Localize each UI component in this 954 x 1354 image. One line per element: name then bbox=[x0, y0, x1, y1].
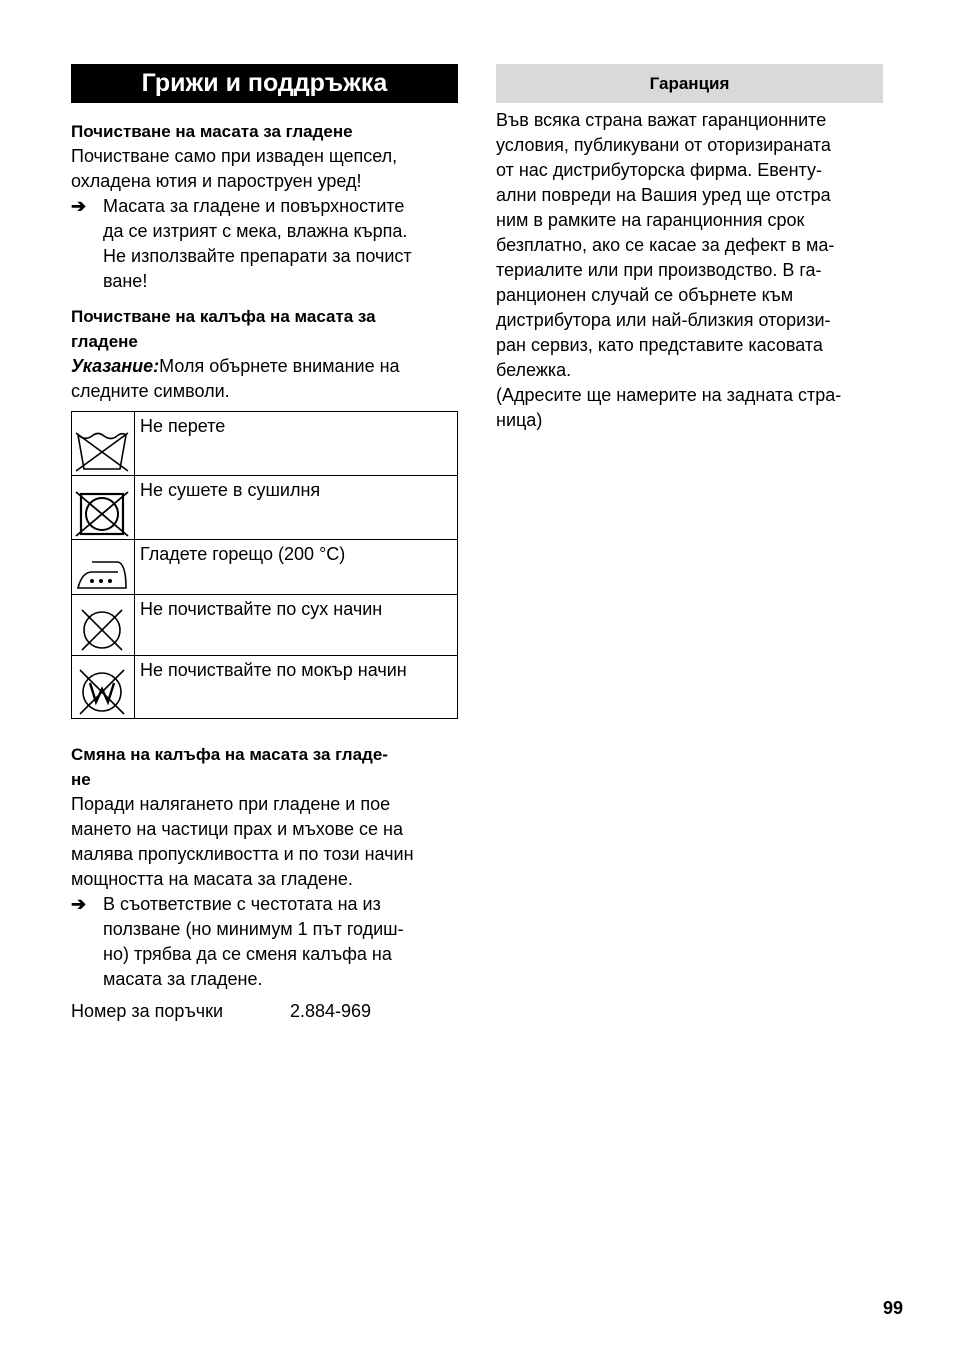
text-line: от нас дистрибуторска фирма. Евенту- bbox=[496, 160, 822, 180]
section-heading: Почистване на калъфа на масата за bbox=[71, 307, 376, 326]
text-line: манeто на частици прах и мъхове се на bbox=[71, 819, 403, 839]
symbol-cell bbox=[72, 540, 135, 595]
symbol-cell bbox=[72, 476, 135, 540]
symbol-label: Не перете bbox=[135, 412, 458, 476]
no-tumble-dry-icon bbox=[74, 491, 130, 537]
text-line: (Адресите ще намерите на задната стра- bbox=[496, 385, 842, 405]
no-wash-icon bbox=[74, 427, 130, 473]
arrow-icon: ➔ bbox=[71, 196, 87, 216]
no-wet-clean-icon bbox=[74, 668, 130, 716]
text-line: ални повреди на Вашия уред ще отстра bbox=[496, 185, 831, 205]
warranty-title: Гаранция bbox=[496, 64, 883, 103]
text-line: ване! bbox=[103, 271, 148, 291]
note-text: Моля обърнете внимание на bbox=[159, 356, 400, 376]
text-line: ран сервиз, като представите касовата bbox=[496, 335, 823, 355]
text-line: Поради налягането при гладене и пое bbox=[71, 794, 391, 814]
care-symbols-table bbox=[71, 411, 458, 719]
text-line: следните символи. bbox=[71, 381, 230, 401]
text-line: териалите или при производство. В га- bbox=[496, 260, 822, 280]
note bbox=[71, 354, 458, 379]
order-number-row bbox=[71, 999, 458, 1024]
note-label: Указание: bbox=[71, 356, 160, 376]
arrow-icon: ➔ bbox=[71, 894, 87, 914]
care-maintenance-column bbox=[71, 64, 458, 1024]
bullet-item bbox=[71, 892, 458, 992]
bullet-item bbox=[71, 194, 458, 294]
section-heading: Смяна на калъфа на масата за гладе- bbox=[71, 745, 388, 764]
symbol-cell bbox=[72, 595, 135, 656]
symbol-label: Не почиствайте по сух начин bbox=[135, 595, 458, 656]
order-number-label: Номер за поръчки bbox=[71, 1001, 223, 1021]
page-number: 99 bbox=[883, 1298, 904, 1318]
text-line: безплатно, ако се касае за дефект в ма- bbox=[496, 235, 835, 255]
table-row bbox=[72, 656, 458, 719]
text-line: малява пропускливостта и по този начин bbox=[71, 844, 414, 864]
no-dry-clean-icon bbox=[74, 607, 130, 653]
symbol-label: Гладете горещо (200 °C) bbox=[135, 540, 458, 595]
text-line: бележка. bbox=[496, 360, 572, 380]
cleaning-table-section bbox=[71, 119, 458, 294]
symbol-cell bbox=[72, 656, 135, 719]
text-line: дистрибутора или най-близкия оторизи- bbox=[496, 310, 831, 330]
text-line: Масата за гладене и повърхностите bbox=[103, 196, 405, 216]
text-line: но) трябва да се сменя калъфа на bbox=[103, 944, 392, 964]
text-line: ним в рамките на гаранционния срок bbox=[496, 210, 805, 230]
section-heading: не bbox=[71, 770, 91, 789]
text-line: условия, публикувани от оторизираната bbox=[496, 135, 831, 155]
symbol-cell bbox=[72, 412, 135, 476]
section-title: Грижи и поддръжка bbox=[71, 64, 458, 103]
symbol-label: Не почиствайте по мокър начин bbox=[135, 656, 458, 719]
text-line: ранционен случай се обърнете към bbox=[496, 285, 794, 305]
text-line: Във всяка страна важат гаранционните bbox=[496, 110, 827, 130]
text-line: ползване (но минимум 1 път годиш- bbox=[103, 919, 404, 939]
text-line: Не използвайте препарати за почист bbox=[103, 246, 412, 266]
text-line: Почистване само при изваден щепсел, bbox=[71, 146, 398, 166]
section-heading: Почистване на масата за гладене bbox=[71, 122, 353, 141]
table-row bbox=[72, 595, 458, 656]
text-line: ница) bbox=[496, 410, 543, 430]
warranty-text bbox=[496, 108, 883, 433]
order-number-value: 2.884-969 bbox=[290, 1001, 372, 1021]
warranty-column bbox=[496, 64, 883, 433]
cleaning-cover-section bbox=[71, 304, 458, 719]
text-line: масата за гладене. bbox=[103, 969, 263, 989]
symbol-label: Не сушете в сушилня bbox=[135, 476, 458, 540]
table-row bbox=[72, 476, 458, 540]
text-line: В съответствие с честотата на из bbox=[103, 894, 381, 914]
cover-replacement-section bbox=[71, 742, 458, 1024]
iron-hot-icon bbox=[74, 552, 130, 592]
text-line: мощността на масата за гладене. bbox=[71, 869, 353, 889]
table-row bbox=[72, 412, 458, 476]
section-heading: гладене bbox=[71, 332, 138, 351]
text-line: да се изтрият с мека, влажна кърпа. bbox=[103, 221, 408, 241]
text-line: охладена ютия и пароструен уред! bbox=[71, 171, 362, 191]
table-row bbox=[72, 540, 458, 595]
